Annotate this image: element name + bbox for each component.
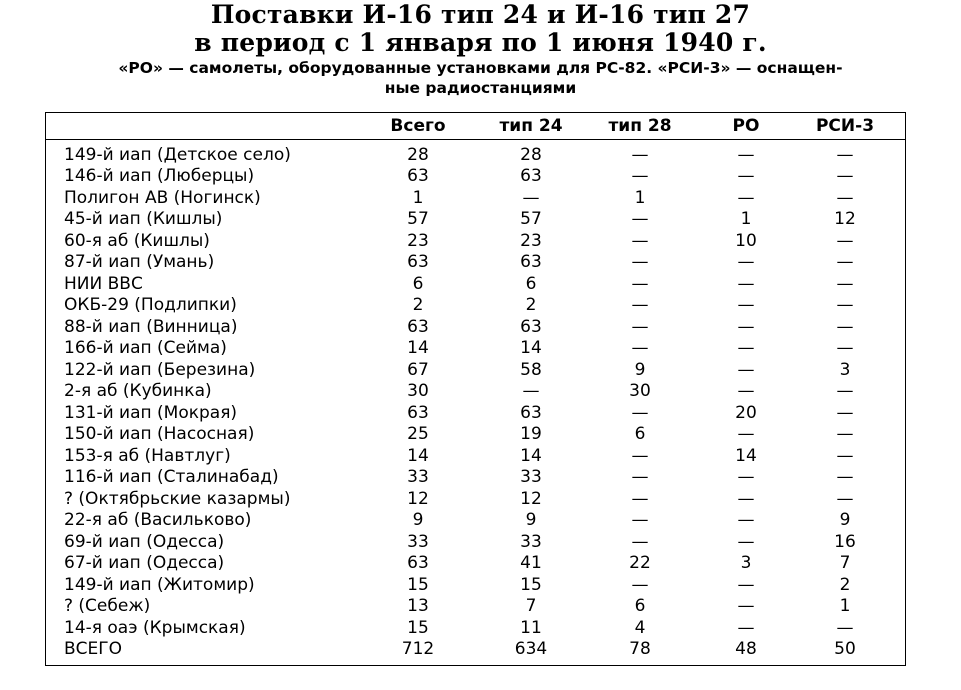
cell-ro: —: [737, 359, 755, 380]
cell-unit: 60-я аб (Кишлы): [64, 230, 210, 251]
cell-total: 14: [407, 445, 429, 466]
cell-rsi3: 9: [839, 510, 851, 530]
table-row: [45, 338, 906, 360]
cell-type28: 6: [634, 424, 646, 444]
cell-type24: 41: [520, 553, 542, 573]
cell-ro: —: [737, 166, 755, 186]
cell-rsi3: 50: [834, 639, 856, 659]
cell-total: 63: [407, 553, 429, 573]
table-row: [45, 446, 906, 468]
cell-type24: 33: [520, 467, 542, 487]
cell-total: 9: [412, 510, 424, 530]
cell-unit: 22-я аб (Васильково): [64, 510, 252, 530]
cell-type24: 14: [520, 445, 542, 466]
cell-type28: —: [631, 295, 649, 315]
cell-ro: —: [737, 424, 755, 444]
cell-type24: 14: [520, 338, 542, 358]
cell-total: 14: [407, 338, 429, 358]
column-header-type28: тип 28: [608, 116, 672, 136]
title-line-1: Поставки И-16 тип 24 и И-16 тип 27: [210, 0, 751, 29]
cell-ro: —: [737, 574, 755, 595]
table-row: [45, 575, 906, 597]
cell-rsi3: 12: [834, 209, 856, 229]
table-row: [45, 188, 906, 210]
cell-rsi3: —: [836, 252, 854, 272]
cell-unit: ВСЕГО: [64, 639, 123, 659]
cell-type28: 1: [634, 187, 646, 208]
cell-ro: —: [737, 187, 755, 208]
cell-type24: 33: [520, 531, 542, 552]
table-total-row: [45, 639, 906, 661]
cell-total: 712: [401, 639, 435, 659]
subtitle-line-1: «РО» — самолеты, оборудованные установками для РС-82. «РСИ-3» — оснащен-: [118, 59, 843, 77]
cell-rsi3: —: [836, 445, 854, 466]
cell-total: 15: [407, 574, 429, 595]
cell-type24: 634: [514, 639, 548, 659]
table-row: [45, 532, 906, 554]
cell-total: 67: [407, 359, 429, 380]
cell-total: 63: [407, 402, 429, 423]
cell-type24: 7: [525, 596, 537, 616]
cell-ro: —: [737, 617, 755, 638]
cell-rsi3: 3: [839, 359, 851, 380]
cell-type28: —: [631, 510, 649, 530]
cell-type24: 63: [520, 402, 542, 423]
cell-rsi3: 7: [839, 553, 851, 573]
cell-total: 63: [407, 166, 429, 186]
cell-rsi3: —: [836, 187, 854, 208]
title-line-2: в период с 1 января по 1 июня 1940 г.: [194, 28, 767, 57]
cell-unit: НИИ ВВС: [64, 273, 143, 294]
table-row: [45, 381, 906, 403]
column-header-rsi3: РСИ-3: [815, 116, 875, 136]
cell-unit: ? (Себеж): [64, 596, 151, 616]
table-row: [45, 553, 906, 575]
cell-type24: —: [522, 381, 540, 401]
table-row: [45, 166, 906, 188]
cell-rsi3: —: [836, 381, 854, 401]
table-row: [45, 231, 906, 253]
table-row: [45, 317, 906, 339]
cell-ro: 14: [735, 445, 757, 466]
cell-total: 63: [407, 316, 429, 337]
cell-unit: 131-й иап (Мокрая): [64, 402, 238, 423]
cell-type28: —: [631, 209, 649, 229]
cell-type24: 57: [520, 209, 542, 229]
cell-ro: —: [737, 531, 755, 552]
cell-rsi3: —: [836, 230, 854, 251]
cell-ro: —: [737, 252, 755, 272]
cell-type28: —: [631, 316, 649, 337]
cell-ro: —: [737, 144, 755, 165]
cell-type28: 78: [629, 639, 651, 659]
cell-type24: 15: [520, 574, 542, 595]
cell-rsi3: —: [836, 338, 854, 358]
cell-unit: 149-й иап (Житомир): [64, 574, 255, 595]
cell-unit: 88-й иап (Винница): [64, 316, 238, 337]
cell-ro: —: [737, 273, 755, 294]
cell-total: 30: [407, 381, 429, 401]
table-row: [45, 403, 906, 425]
cell-total: 23: [407, 230, 429, 251]
cell-type24: 9: [525, 510, 537, 530]
table-row: [45, 467, 906, 489]
cell-ro: 1: [740, 209, 752, 229]
cell-type24: 28: [520, 144, 542, 165]
cell-ro: 10: [735, 230, 757, 251]
cell-total: 33: [407, 467, 429, 487]
cell-total: 6: [412, 273, 424, 294]
cell-type24: 11: [520, 617, 542, 638]
cell-type24: 2: [525, 295, 537, 315]
cell-total: 12: [407, 488, 429, 509]
cell-type28: —: [631, 488, 649, 509]
cell-ro: —: [737, 488, 755, 509]
cell-type28: —: [631, 230, 649, 251]
cell-rsi3: —: [836, 316, 854, 337]
cell-type28: —: [631, 144, 649, 165]
table-row: [45, 596, 906, 618]
table-row: [45, 252, 906, 274]
cell-ro: —: [737, 467, 755, 487]
cell-rsi3: —: [836, 488, 854, 509]
cell-total: 63: [407, 252, 429, 272]
cell-unit: ОКБ-29 (Подлипки): [64, 295, 237, 315]
table-row: [45, 145, 906, 167]
cell-unit: 14-я оаэ (Крымская): [64, 617, 246, 638]
cell-type28: —: [631, 338, 649, 358]
cell-total: 1: [412, 187, 424, 208]
table-row: [45, 209, 906, 231]
cell-rsi3: 2: [839, 574, 851, 595]
cell-unit: 69-й иап (Одесса): [64, 531, 225, 552]
cell-type24: —: [522, 187, 540, 208]
cell-type24: 58: [520, 359, 542, 380]
table-row: [45, 274, 906, 296]
cell-unit: 116-й иап (Сталинабад): [64, 467, 279, 487]
column-header-total: Всего: [390, 116, 446, 136]
cell-type28: 30: [629, 381, 651, 401]
cell-total: 57: [407, 209, 429, 229]
cell-type24: 12: [520, 488, 542, 509]
cell-type24: 6: [525, 273, 537, 294]
cell-rsi3: 16: [834, 531, 856, 552]
cell-rsi3: —: [836, 144, 854, 165]
cell-ro: 20: [735, 402, 757, 423]
cell-type24: 63: [520, 166, 542, 186]
cell-unit: ? (Октябрьские казармы): [64, 488, 291, 509]
cell-type28: 9: [634, 359, 646, 380]
cell-unit: 122-й иап (Березина): [64, 359, 256, 380]
table-row: [45, 295, 906, 317]
cell-total: 33: [407, 531, 429, 552]
cell-unit: 153-я аб (Навтлуг): [64, 445, 231, 466]
cell-ro: —: [737, 338, 755, 358]
cell-rsi3: —: [836, 467, 854, 487]
cell-total: 25: [407, 424, 429, 444]
cell-unit: 45-й иап (Кишлы): [64, 209, 223, 229]
cell-unit: Полигон АВ (Ногинск): [64, 187, 261, 208]
cell-rsi3: —: [836, 424, 854, 444]
cell-unit: 149-й иап (Детское село): [64, 144, 291, 165]
cell-type28: 22: [629, 553, 651, 573]
cell-unit: 146-й иап (Люберцы): [64, 166, 255, 186]
cell-rsi3: —: [836, 273, 854, 294]
subtitle-line-2: ные радиостанциями: [384, 79, 577, 97]
table-row: [45, 360, 906, 382]
cell-ro: —: [737, 295, 755, 315]
cell-total: 2: [412, 295, 424, 315]
cell-type28: —: [631, 445, 649, 466]
cell-unit: 2-я аб (Кубинка): [64, 381, 212, 401]
cell-type28: —: [631, 467, 649, 487]
column-header-type24: тип 24: [499, 116, 563, 136]
cell-unit: 150-й иап (Насосная): [64, 424, 255, 444]
cell-ro: —: [737, 316, 755, 337]
cell-type24: 63: [520, 316, 542, 337]
cell-type24: 63: [520, 252, 542, 272]
cell-type28: —: [631, 531, 649, 552]
cell-rsi3: —: [836, 402, 854, 423]
cell-unit: 87-й иап (Умань): [64, 252, 215, 272]
cell-ro: —: [737, 381, 755, 401]
table-row: [45, 424, 906, 446]
cell-total: 15: [407, 617, 429, 638]
cell-ro: 3: [740, 553, 752, 573]
cell-total: 13: [407, 596, 429, 616]
cell-rsi3: —: [836, 295, 854, 315]
cell-type28: —: [631, 166, 649, 186]
cell-ro: —: [737, 510, 755, 530]
cell-rsi3: —: [836, 617, 854, 638]
cell-type28: —: [631, 574, 649, 595]
cell-type24: 23: [520, 230, 542, 251]
cell-type28: 6: [634, 596, 646, 616]
cell-rsi3: —: [836, 166, 854, 186]
table-row: [45, 489, 906, 511]
cell-ro: 48: [735, 639, 757, 659]
cell-type28: 4: [634, 617, 646, 638]
table-row: [45, 510, 906, 532]
cell-total: 28: [407, 144, 429, 165]
cell-type28: —: [631, 402, 649, 423]
column-header-ro: РО: [732, 116, 760, 136]
cell-rsi3: 1: [839, 596, 851, 616]
table-row: [45, 618, 906, 640]
cell-type28: —: [631, 273, 649, 294]
cell-unit: 67-й иап (Одесса): [64, 553, 225, 573]
cell-ro: —: [737, 596, 755, 616]
cell-type28: —: [631, 252, 649, 272]
header-divider: [45, 139, 906, 140]
cell-type24: 19: [520, 424, 542, 444]
cell-unit: 166-й иап (Сейма): [64, 338, 227, 358]
